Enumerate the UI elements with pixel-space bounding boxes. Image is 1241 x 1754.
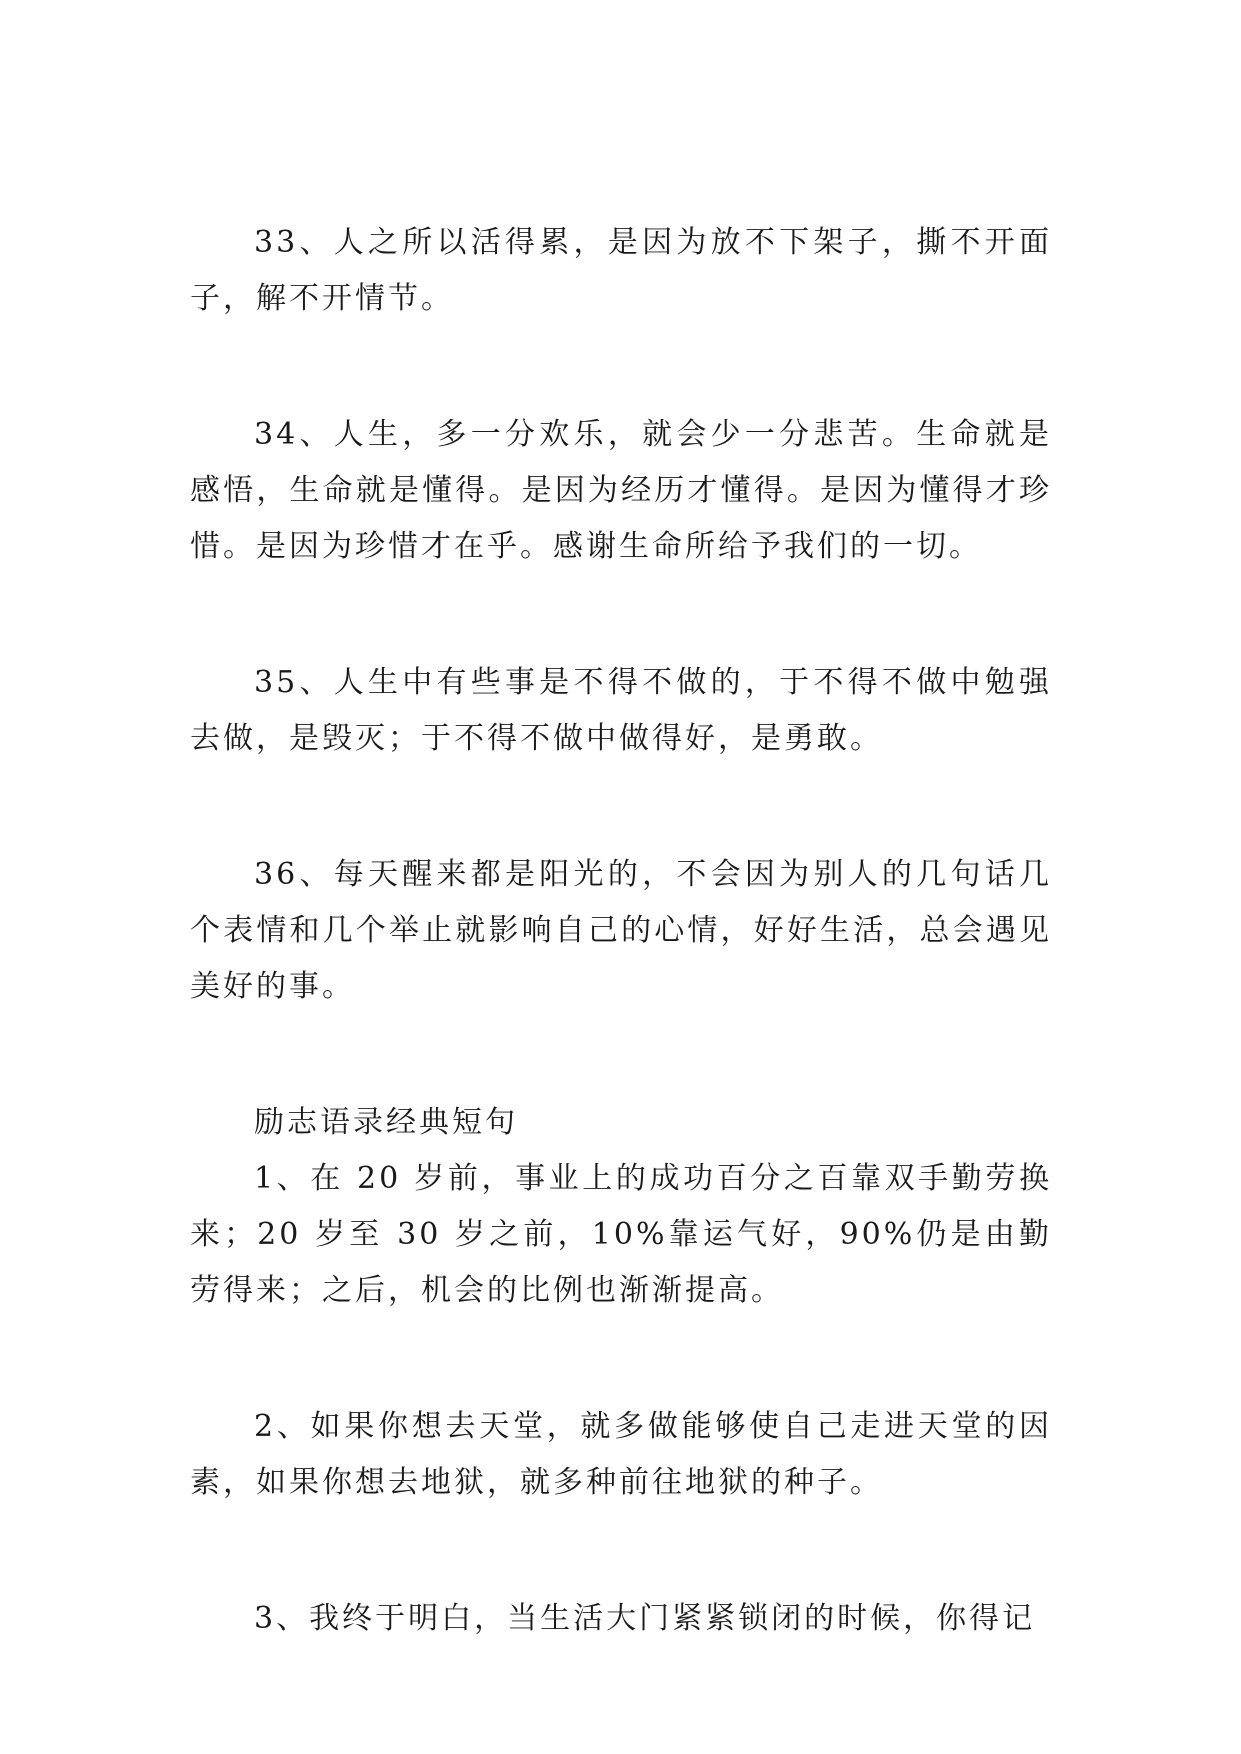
paragraph-3: 3、我终于明白，当生活大门紧紧锁闭的时候，你得记 — [254, 1601, 1036, 1636]
paragraph-1: 1、在 20 岁前，事业上的成功百分之百靠双手勤劳换来；20 岁至 30 岁之前，10%靠运气好，90%仍是由勤劳得来；之后，机会的比例也渐渐提高。 — [190, 1161, 1052, 1308]
paragraph-36: 36、每天醒来都是阳光的，不会因为别人的几句话几个表情和几个举止就影响自己的心情，好好生活，总会遇见美好的事。 — [190, 857, 1052, 1004]
document-body — [190, 215, 1052, 1647]
section-heading: 励志语录经典短句 — [254, 1105, 518, 1140]
paragraph-33: 33、人之所以活得累，是因为放不下架子，撕不开面子，解不开情节。 — [190, 225, 1052, 316]
paragraph-2: 2、如果你想去天堂，就多做能够使自己走进天堂的因素，如果你想去地狱，就多种前往地狱的种子。 — [190, 1409, 1052, 1500]
paragraph-35: 35、人生中有些事是不得不做的，于不得不做中勉强去做，是毁灭；于不得不做中做得好，是勇敢。 — [190, 665, 1052, 756]
paragraph-34: 34、人生，多一分欢乐，就会少一分悲苦。生命就是感悟，生命就是懂得。是因为经历才懂得。是因为懂得才珍惜。是因为珍惜才在乎。感谢生命所给予我们的一切。 — [190, 417, 1052, 564]
